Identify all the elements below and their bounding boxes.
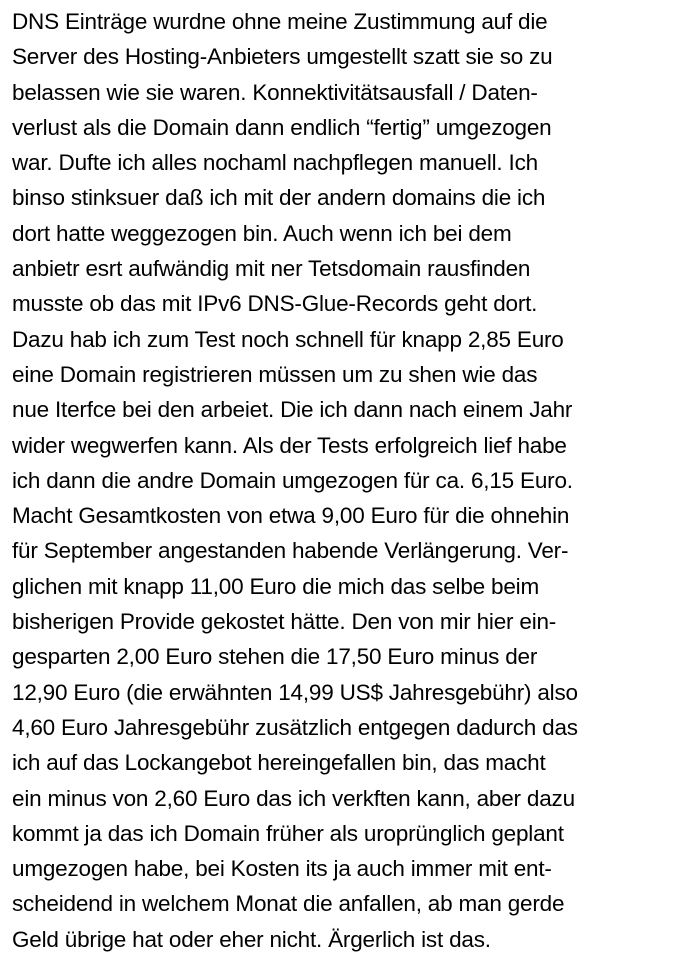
text-line: eine Domain registrieren müssen um zu shen wie das <box>12 361 538 387</box>
text-line: 12,90 Euro (die erwähnten 14,99 US$ Jahresgebühr) also <box>12 679 578 705</box>
text-line: musste ob das mit IPv6 DNS-Glue-Records geht dort. <box>12 291 538 317</box>
text-line: wider wegwerfen kann. Als der Tests erfolgreich lief habe <box>12 432 567 458</box>
text-line: ich dann die andre Domain umgezogen für ca. 6,15 Euro. <box>12 467 573 493</box>
text-line: ich auf das Lockangebot hereingefallen bin, das macht <box>12 750 546 776</box>
text-line: glichen mit knapp 11,00 Euro die mich das selbe beim <box>12 573 539 599</box>
text-line: dort hatte weggezogen bin. Auch wenn ich bei dem <box>12 220 512 246</box>
text-line: binso stinksuer daß ich mit der andern domains die ich <box>12 185 546 211</box>
text-line: bisherigen Provide gekostet hätte. Den von mir hier ein- <box>12 609 557 635</box>
text-line: scheidend in welchem Monat die anfallen, ab man gerde <box>12 891 565 917</box>
text-line: kommt ja das ich Domain früher als uroprünglich geplant <box>12 820 564 846</box>
text-line: nue Iterfce bei den arbeiet. Die ich dann nach einem Jahr <box>12 397 573 423</box>
text-line: 4,60 Euro Jahresgebühr zusätzlich entgegen dadurch das <box>12 714 578 740</box>
text-line: war. Dufte ich alles nochaml nachpflegen manuell. Ich <box>12 150 538 176</box>
text-line: umgezogen habe, bei Kosten its ja auch immer mit ent- <box>12 856 552 882</box>
text-line: DNS Einträge wurdne ohne meine Zustimmung auf die <box>12 9 548 34</box>
text-line: ein minus von 2,60 Euro das ich verkften kann, aber dazu <box>12 785 575 811</box>
text-line: Geld übrige hat oder eher nicht. Ärgerlich ist das. <box>12 926 491 952</box>
text-line: Dazu hab ich zum Test noch schnell für knapp 2,85 Euro <box>12 326 564 352</box>
text-line: für September angestanden habende Verlängerung. Ver- <box>12 538 569 564</box>
text-line: verlust als die Domain dann endlich “fertig” umgezogen <box>12 114 552 140</box>
body-text <box>12 4 680 957</box>
text-line: gesparten 2,00 Euro stehen die 17,50 Euro minus der <box>12 644 538 670</box>
text-line: anbietr esrt aufwändig mit ner Tetsdomain rausfinden <box>12 256 531 282</box>
text-line: Server des Hosting-Anbieters umgestellt szatt sie so zu <box>12 44 553 70</box>
text-line: Macht Gesamtkosten von etwa 9,00 Euro für die ohnehin <box>12 503 570 529</box>
text-line: belassen wie sie waren. Konnektivitätsausfall / Daten- <box>12 79 538 105</box>
